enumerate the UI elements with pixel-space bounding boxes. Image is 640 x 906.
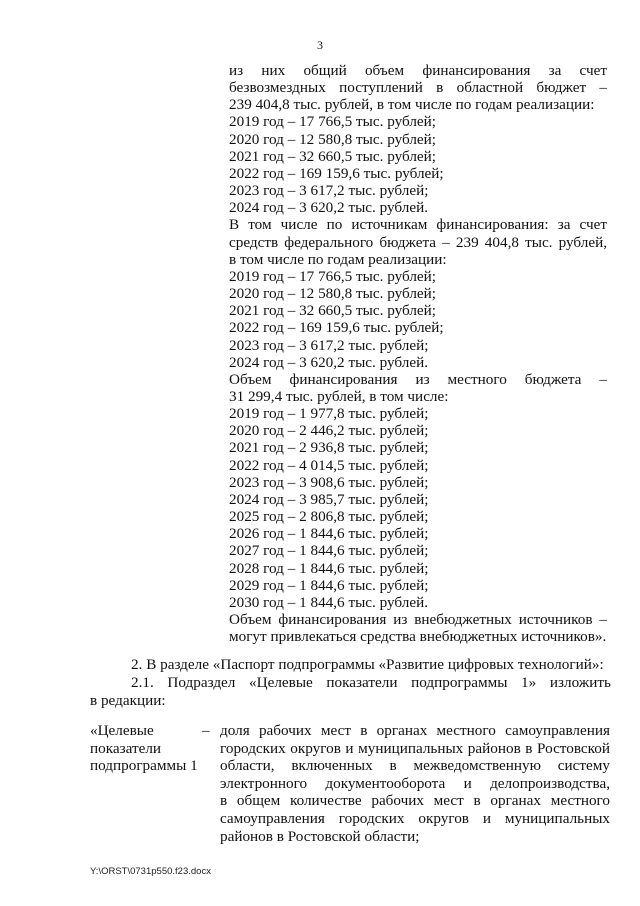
financing-line: 2019 год – 1 977,8 тыс. рублей; [229, 405, 429, 423]
financing-line: 2024 год – 3 620,2 тыс. рублей. [229, 353, 429, 371]
financing-line: 2020 год – 2 446,2 тыс. рублей; [229, 422, 429, 440]
financing-line: 2022 год – 169 159,6 тыс. рублей; [229, 164, 444, 182]
financing-line: 2020 год – 12 580,8 тыс. рублей; [229, 285, 437, 303]
financing-line: В том числе по источникам финансирования: за счет [229, 216, 607, 234]
financing-line: 2019 год – 17 766,5 тыс. рублей; [229, 267, 437, 285]
financing-line: 2019 год – 17 766,5 тыс. рублей; [229, 113, 437, 131]
indicator-text-line: доля рабочих мест в органах местного самоуправления [220, 722, 610, 739]
financing-line: 2029 год – 1 844,6 тыс. рублей; [229, 576, 429, 594]
financing-block [229, 62, 607, 645]
indicator-label-line: показатели [90, 739, 162, 757]
financing-line: 31 299,4 тыс. рублей, в том числе: [229, 387, 449, 405]
indicator-text-line: городских округов и муниципальных районов в Ростовской [220, 739, 610, 757]
financing-line: 2024 год – 3 985,7 тыс. рублей; [229, 490, 429, 508]
section-2-1-line1: 2.1. Подраздел «Целевые показатели подпрограммы 1» изложить [131, 674, 611, 691]
indicator-text-line: самоуправления городских округов и муниципальных [220, 809, 610, 827]
financing-line: 2021 год – 32 660,5 тыс. рублей; [229, 302, 437, 320]
financing-line: 2020 год – 12 580,8 тыс. рублей; [229, 130, 437, 148]
section-2-1-line2: в редакции: [90, 692, 166, 709]
indicator-text-line: области, включенных в межведомственную систему [220, 757, 610, 775]
indicator-label [90, 722, 200, 775]
target-indicators-row [90, 722, 610, 852]
financing-line: Объем финансирования из местного бюджета – [229, 370, 607, 388]
financing-line: 2028 год – 1 844,6 тыс. рублей; [229, 559, 429, 577]
financing-line: 2022 год – 4 014,5 тыс. рублей; [229, 456, 429, 474]
financing-line: 2022 год – 169 159,6 тыс. рублей; [229, 319, 444, 337]
financing-line: в том числе по годам реализации: [229, 250, 447, 268]
financing-line: 2027 год – 1 844,6 тыс. рублей; [229, 542, 429, 560]
indicator-text-line: в общем количестве рабочих мест в органах местного [220, 792, 610, 810]
page-number: 3 [317, 38, 323, 52]
indicator-text-line: районов в Ростовской области; [220, 827, 420, 845]
financing-line: могут привлекаться средства внебюджетных источников». [229, 628, 607, 646]
file-path-footer: Y:\ORST\0731p550.f23.docx [90, 866, 211, 877]
financing-line: безвозмездных поступлений в областной бюджет – [229, 79, 607, 97]
indicator-label-line: подпрограммы 1 [90, 757, 198, 775]
financing-line: из них общий объем финансирования за счет [229, 62, 607, 79]
financing-line: 2021 год – 2 936,8 тыс. рублей; [229, 439, 429, 457]
financing-line: средств федерального бюджета – 239 404,8 тыс. рублей, [229, 233, 607, 251]
financing-line: 239 404,8 тыс. рублей, в том числе по годам реализации: [229, 96, 595, 114]
financing-line: 2023 год – 3 617,2 тыс. рублей; [229, 336, 429, 354]
financing-line: 2023 год – 3 908,6 тыс. рублей; [229, 473, 429, 491]
section-2-heading: 2. В разделе «Паспорт подпрограммы «Развитие цифровых технологий»: [131, 656, 604, 673]
financing-line: 2026 год – 1 844,6 тыс. рублей; [229, 525, 429, 543]
financing-line: 2023 год – 3 617,2 тыс. рублей; [229, 182, 429, 200]
financing-line: 2024 год – 3 620,2 тыс. рублей. [229, 199, 429, 217]
financing-line: 2021 год – 32 660,5 тыс. рублей; [229, 147, 437, 165]
indicator-text [220, 722, 610, 845]
indicator-dash: – [202, 722, 210, 739]
indicator-text-line: электронного документооборота и делопроизводства, [220, 774, 610, 792]
financing-line: Объем финансирования из внебюджетных источников – [229, 611, 607, 628]
indicator-label-line: «Целевые [90, 722, 154, 739]
financing-line: 2025 год – 2 806,8 тыс. рублей; [229, 508, 429, 526]
financing-line: 2030 год – 1 844,6 тыс. рублей. [229, 593, 429, 611]
